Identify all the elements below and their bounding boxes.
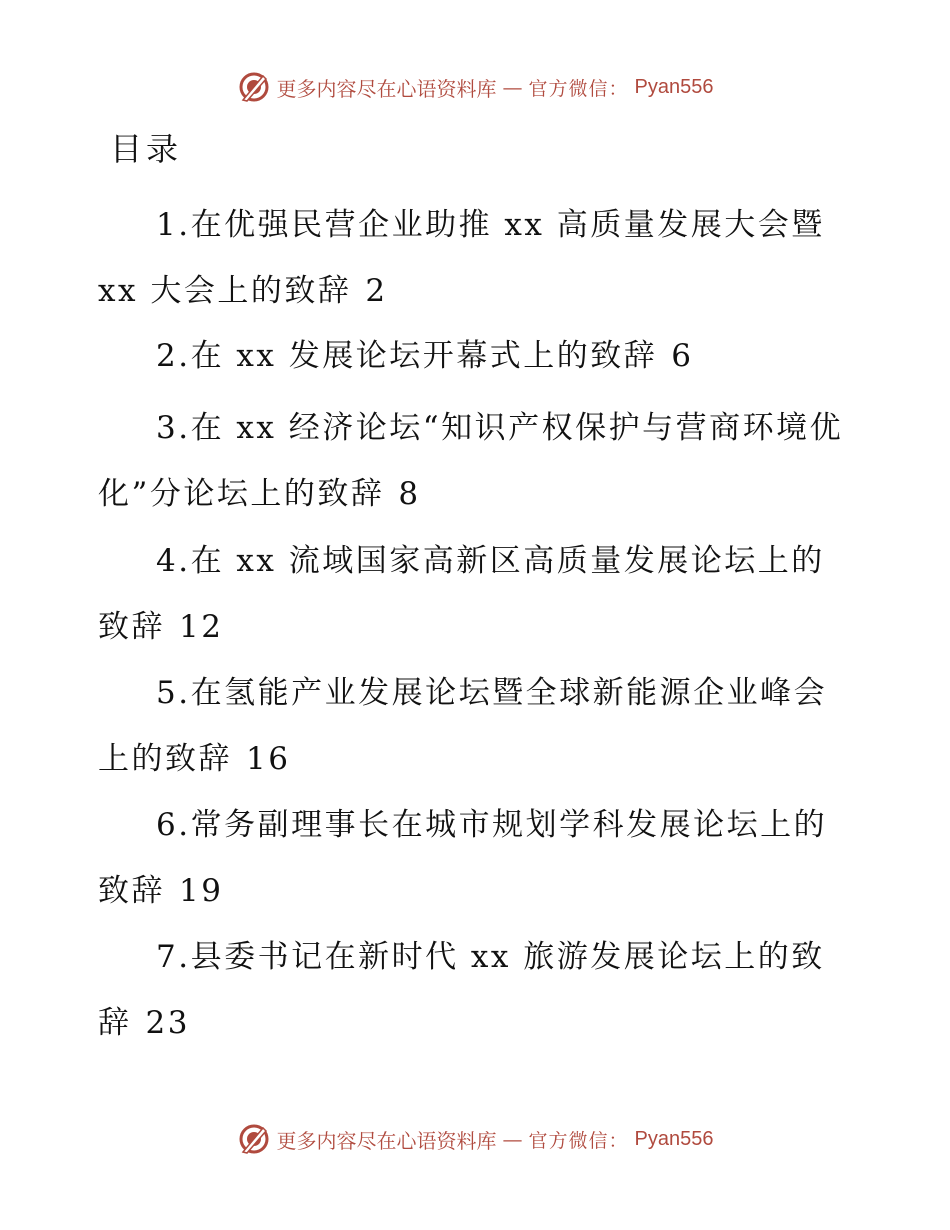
watermark-separator: —	[502, 1127, 523, 1151]
toc-item-text: 6.常务副理事长在城市规划学科发展论坛上的致辞	[98, 807, 828, 909]
toc-item-page: 16	[246, 741, 291, 777]
toc-item-text: 4.在 xx 流域国家高新区高质量发展论坛上的致辞	[98, 543, 825, 645]
toc-item-page: 6	[671, 338, 694, 374]
toc-item	[98, 323, 858, 389]
toc-item-page: 2	[365, 273, 388, 309]
toc-item-text: 7.县委书记在新时代 xx 旅游发展论坛上的致辞	[98, 939, 825, 1041]
watermark-label: 官方微信：	[528, 77, 629, 100]
toc-item	[98, 792, 858, 924]
watermark-separator: —	[502, 75, 523, 99]
toc-item-text: 3.在 xx 经济论坛“知识产权保护与营商环境优化”分论坛上的致辞	[98, 410, 844, 512]
toc-item-text: 1.在优强民营企业助推 xx 高质量发展大会暨 xx 大会上的致辞	[98, 207, 825, 309]
toc-item-page: 12	[179, 609, 224, 645]
toc-item-text: 2.在 xx 发展论坛开幕式上的致辞	[156, 338, 658, 374]
header-watermark	[0, 70, 950, 104]
toc-item	[98, 395, 858, 527]
toc-item-page: 19	[179, 873, 224, 909]
toc-item	[98, 528, 858, 660]
toc-item-page: 23	[145, 1005, 190, 1041]
toc-item-text: 5.在氢能产业发展论坛暨全球新能源企业峰会上的致辞	[98, 675, 828, 777]
watermark-text: 更多内容尽在心语资料库	[276, 76, 497, 101]
watermark-id: Pyan556	[634, 1127, 714, 1150]
footer-watermark	[0, 1122, 950, 1156]
watermark-label: 官方微信：	[528, 1129, 629, 1152]
watermark-text: 更多内容尽在心语资料库	[276, 1128, 497, 1153]
toc-item	[98, 660, 858, 792]
toc-item-page: 8	[398, 476, 421, 512]
toc-item	[98, 192, 858, 324]
toc-item	[98, 924, 858, 1056]
quill-seal-logo-icon	[237, 70, 271, 104]
watermark-id: Pyan556	[634, 75, 714, 98]
toc-title: 目录	[110, 130, 183, 168]
quill-seal-logo-icon	[237, 1122, 271, 1156]
